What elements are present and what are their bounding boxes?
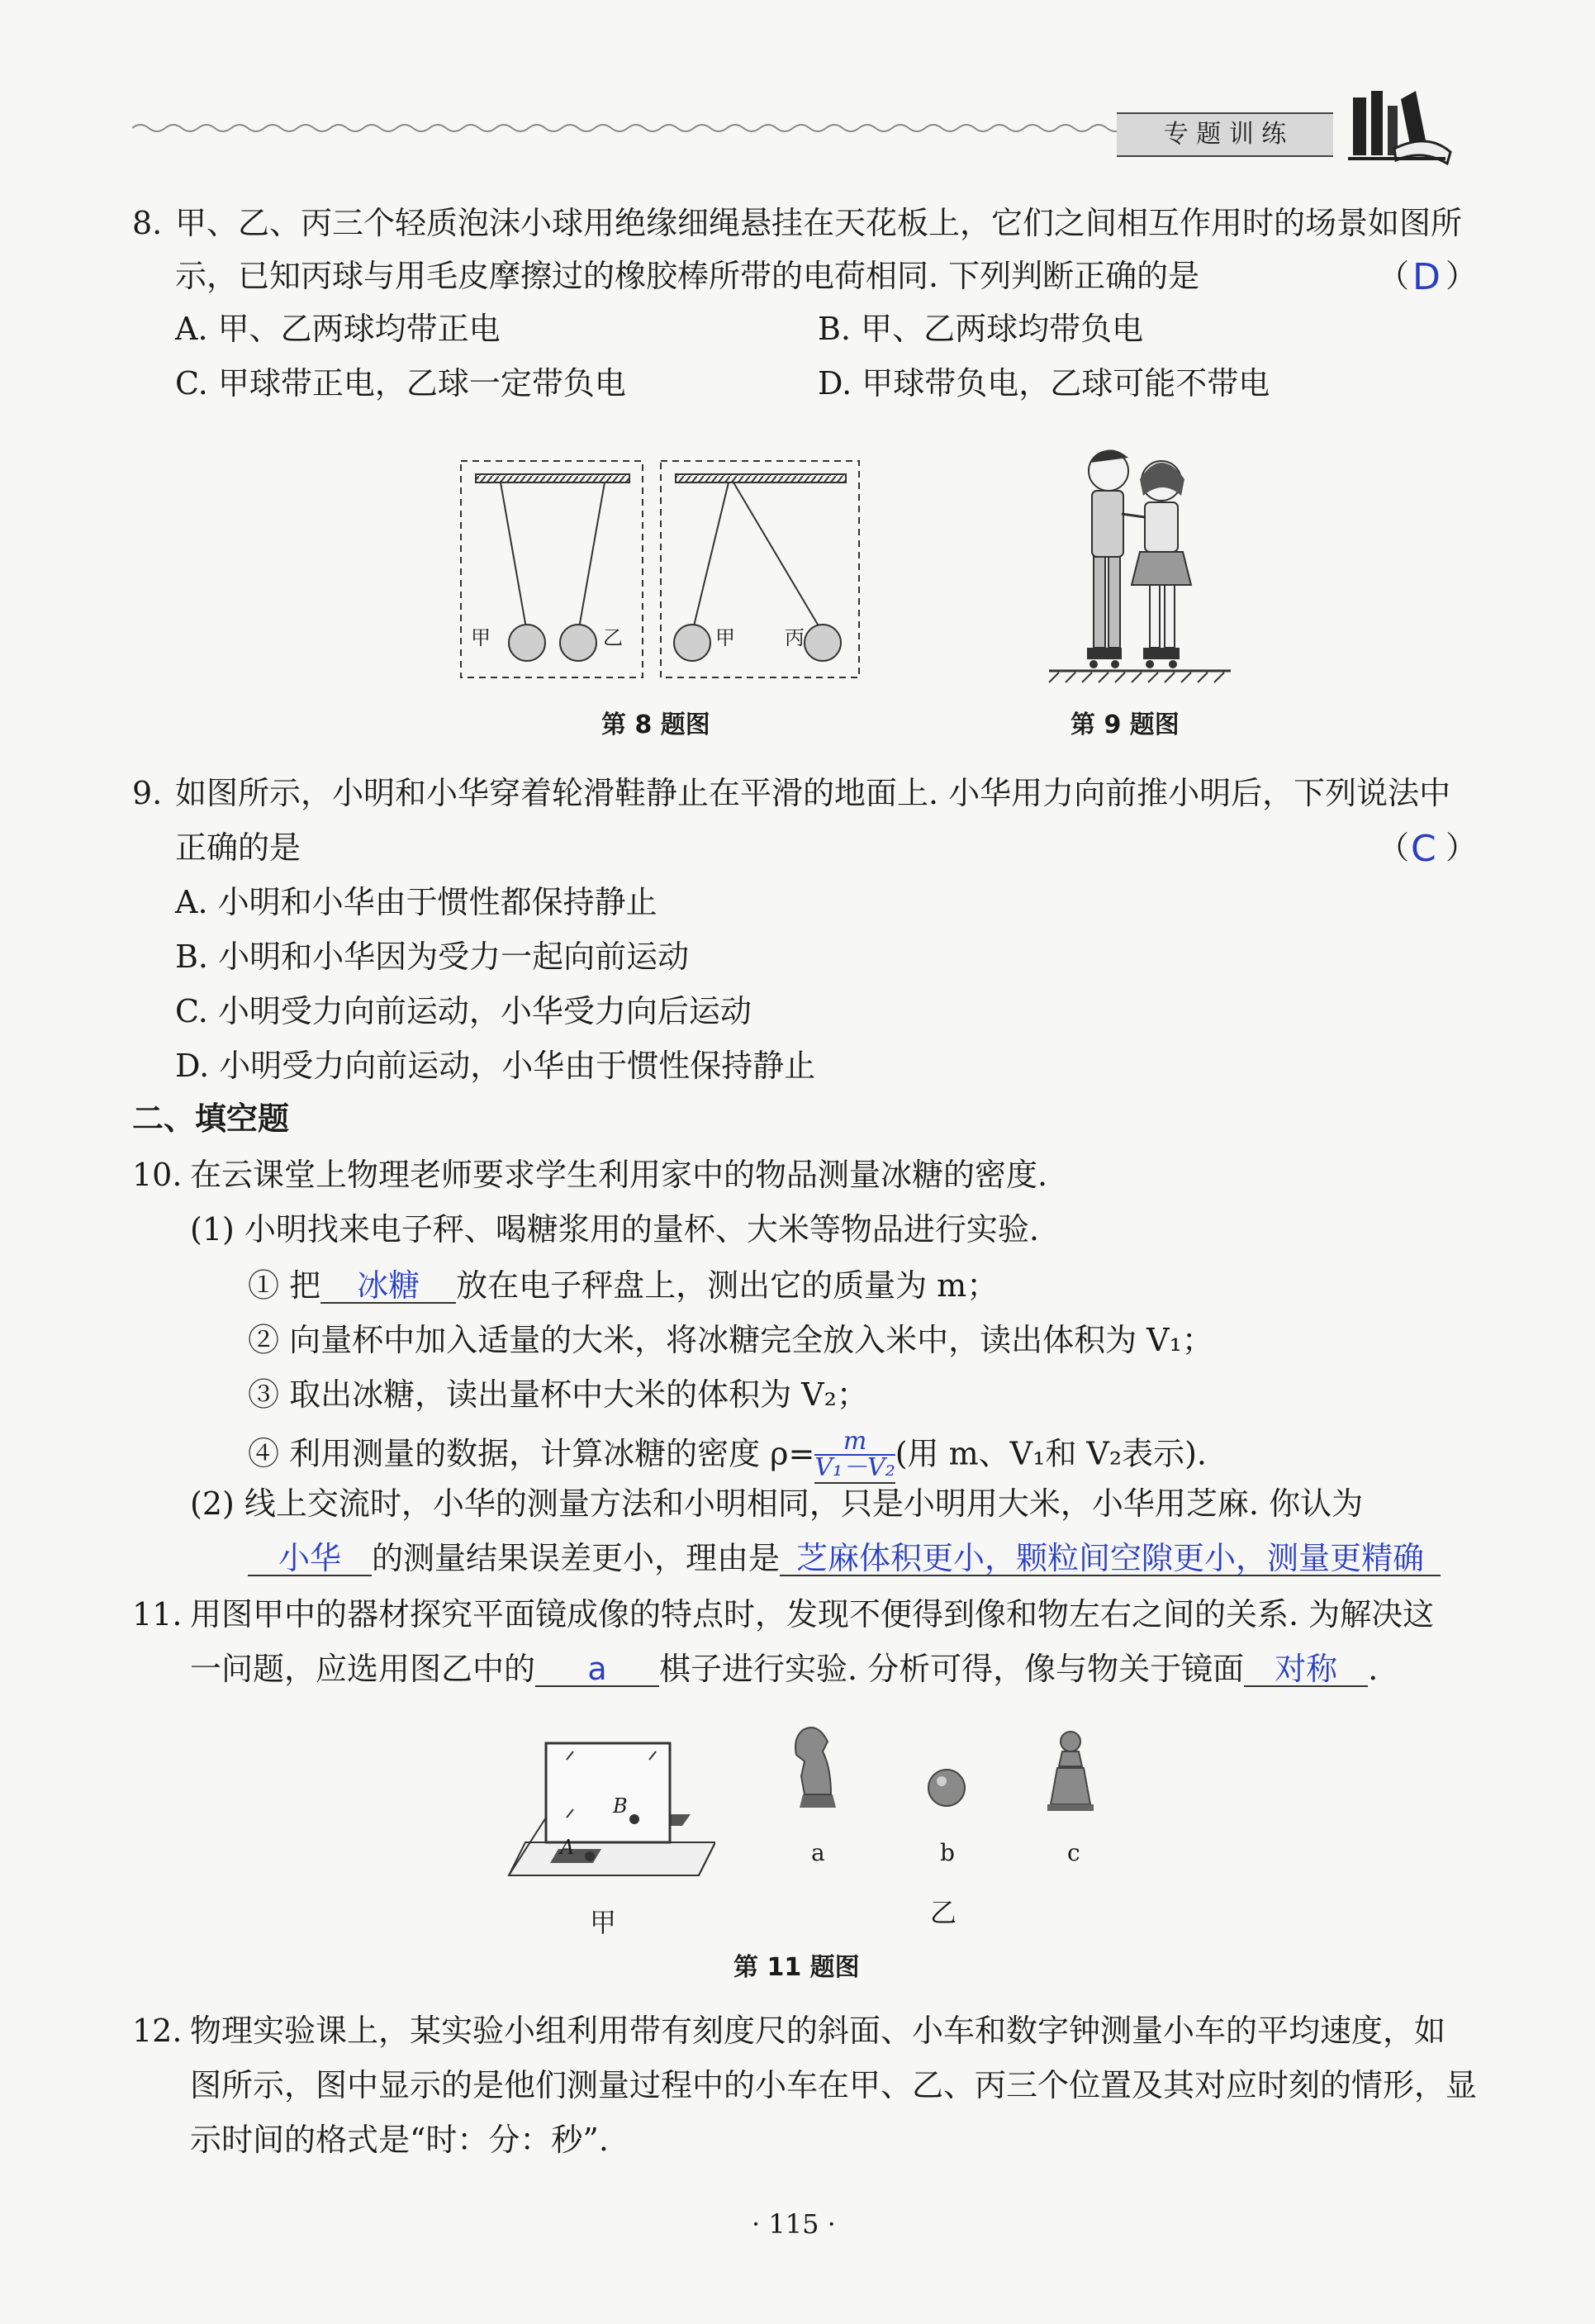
q8-option-d: D. 甲球带负电，乙球可能不带电 xyxy=(818,365,1270,402)
fig9-caption: 第 9 题图 xyxy=(1070,711,1180,739)
q10-part2-answer1: 小华 xyxy=(248,1542,372,1576)
q11-line2-pre: 一问题，应选用图乙中的 xyxy=(190,1651,536,1687)
q10-part2-line2 xyxy=(248,1538,1441,1578)
q8-answer: D xyxy=(1412,256,1441,298)
q12-line1: 物理实验课上，某实验小组利用带有刻度尺的斜面、小车和数字钟测量小车的平均速度，如 xyxy=(190,2013,1446,2049)
pawn-piece-icon xyxy=(1047,1732,1094,1811)
q10-step1-post: 放在电子秤盘上，测出它的质量为 m； xyxy=(456,1267,999,1304)
q10-density-fraction xyxy=(814,1429,895,1484)
fig11-label-yi: 乙 xyxy=(930,1897,957,1928)
q8-bracket-close: ） xyxy=(1445,258,1478,294)
figure-11-mirror-setup xyxy=(492,1735,715,1892)
q10-step2: ② 向量杯中加入适量的大米，将冰糖完全放入米中，读出体积为 V₁； xyxy=(248,1322,1213,1358)
q8-line1: 甲、乙、丙三个轻质泡沫小球用绝缘细绳悬挂在天花板上，它们之间相互作用时的场景如图所 xyxy=(175,205,1463,241)
q9-bracket-close: ） xyxy=(1445,829,1478,866)
q9-line1: 如图所示，小明和小华穿着轮滑鞋静止在平滑的地面上. 小华用力向前推小明后，下列说法中 xyxy=(175,775,1451,811)
books-icon xyxy=(1346,83,1454,173)
q12-line3: 示时间的格式是“时：分：秒”. xyxy=(190,2122,609,2158)
fig11-label-piece-c: c xyxy=(1067,1839,1080,1866)
fig8-label-yi: 乙 xyxy=(603,626,623,649)
q10-step4 xyxy=(248,1429,1207,1484)
q11-line2-end: . xyxy=(1368,1651,1379,1687)
q9-option-b: B. 小明和小华因为受力一起向前运动 xyxy=(175,939,690,975)
q8-option-a: A. 甲、乙两球均带正电 xyxy=(175,311,501,347)
q8-number: 8. xyxy=(132,205,163,241)
figure-11-chess-pieces xyxy=(785,1718,1115,1818)
q10-step1-pre: ① 把 xyxy=(248,1267,321,1304)
fig11-label-piece-b: b xyxy=(940,1839,955,1866)
fig8-label-bing: 丙 xyxy=(785,626,805,649)
knight-piece-icon xyxy=(795,1728,836,1808)
fig8-caption: 第 8 题图 xyxy=(601,711,710,739)
q10-step1 xyxy=(248,1266,998,1305)
q11-line2-mid: 棋子进行实验. 分析可得，像与物关于镜面 xyxy=(659,1651,1245,1687)
q11-line1: 用图甲中的器材探究平面镜成像的特点时，发现不便得到像和物左右之间的关系. 为解决这 xyxy=(190,1596,1435,1633)
q10-part2-answer2: 芝麻体积更小，颗粒间空隙更小，测量更精确 xyxy=(780,1542,1441,1576)
q9-bracket-open: （ xyxy=(1378,829,1410,866)
fig11-caption: 第 11 题图 xyxy=(733,1953,860,1982)
wavy-rule xyxy=(132,116,1123,140)
section-label: 专 题 训 练 xyxy=(1163,120,1287,149)
fig8-label-jia1: 甲 xyxy=(471,626,491,649)
q10-part1-intro: (1) 小明找来电子秤、喝糖浆用的量杯、大米等物品进行实验. xyxy=(190,1211,1039,1248)
q11-line2 xyxy=(190,1649,1378,1689)
q10-part2-line1: (2) 线上交流时，小华的测量方法和小明相同，只是小明用大米，小华用芝麻. 你认为 xyxy=(190,1485,1364,1522)
q12-number: 12. xyxy=(132,2013,183,2049)
fig11-label-b-point: B xyxy=(613,1794,628,1818)
q9-option-c: C. 小明受力向前运动，小华受力向后运动 xyxy=(175,993,752,1029)
q10-stem: 在云课堂上物理老师要求学生利用家中的物品测量冰糖的密度. xyxy=(190,1157,1048,1193)
q9-option-d: D. 小明受力向前运动，小华由于惯性保持静止 xyxy=(175,1048,816,1084)
figure-9 xyxy=(1041,438,1239,686)
q12-line2: 图所示，图中显示的是他们测量过程中的小车在甲、乙、丙三个位置及其对应时刻的情形，显 xyxy=(190,2067,1478,2103)
q11-answer1: a xyxy=(535,1652,659,1687)
q10-step4-post: (用 m、V₁和 V₂表示). xyxy=(895,1435,1208,1472)
section-label-box xyxy=(1117,112,1333,157)
q9-option-a: A. 小明和小华由于惯性都保持静止 xyxy=(175,884,657,920)
fig11-label-a-point: A xyxy=(560,1836,575,1859)
q10-number: 10. xyxy=(132,1157,183,1193)
q10-part2-mid: 的测量结果误差更小，理由是 xyxy=(372,1540,781,1576)
fig8-label-jia2: 甲 xyxy=(715,626,735,649)
q9-answer: C xyxy=(1411,828,1436,870)
q10-step1-answer: 冰糖 xyxy=(320,1269,456,1304)
q8-bracket-open: （ xyxy=(1378,258,1410,294)
fig11-label-piece-a: a xyxy=(811,1839,825,1866)
fig11-label-jia: 甲 xyxy=(590,1907,617,1938)
q8-line2: 示，已知丙球与用毛皮摩擦过的橡胶棒所带的电荷相同. 下列判断正确的是 xyxy=(175,258,1200,294)
section-title: 二、填空题 xyxy=(132,1100,290,1137)
q10-step4-pre: ④ 利用测量的数据，计算冰糖的密度 ρ= xyxy=(248,1435,815,1472)
page-number: · 115 · xyxy=(752,2208,836,2240)
q9-line2: 正确的是 xyxy=(175,829,301,866)
q10-step3: ③ 取出冰糖，读出量杯中大米的体积为 V₂； xyxy=(248,1376,868,1413)
q11-answer2: 对称 xyxy=(1244,1652,1368,1687)
round-piece-icon xyxy=(928,1770,965,1806)
q8-option-b: B. 甲、乙两球均带负电 xyxy=(818,311,1144,347)
q10-density-numerator: m xyxy=(814,1429,895,1456)
q9-number: 9. xyxy=(132,775,163,811)
q10-density-denominator: V₁－V₂ xyxy=(814,1453,895,1482)
q11-number: 11. xyxy=(132,1596,183,1633)
figure-8 xyxy=(459,459,872,682)
q8-option-c: C. 甲球带正电，乙球一定带负电 xyxy=(175,365,626,402)
